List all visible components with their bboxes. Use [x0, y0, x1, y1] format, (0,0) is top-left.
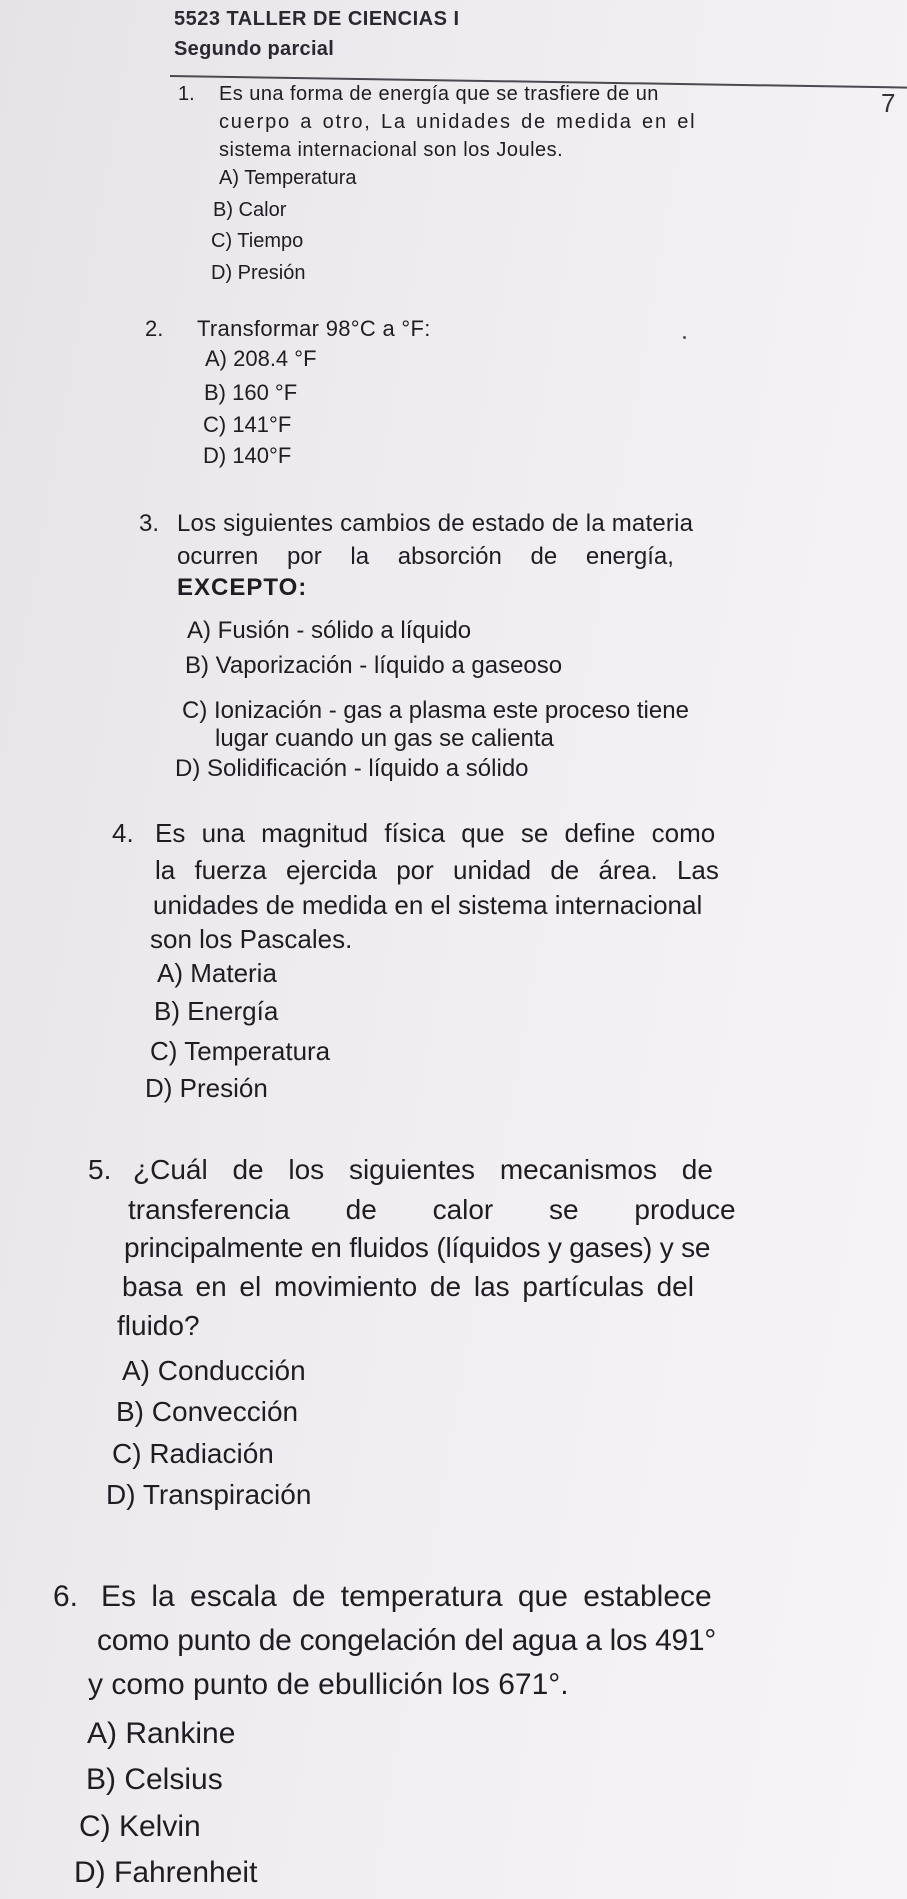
question-number: 6. — [53, 1580, 79, 1613]
question-stem-line: fluido? — [117, 1310, 200, 1341]
option-d: D) Solidificación - líquido a sólido — [175, 755, 529, 782]
option-a: A) Rankine — [87, 1717, 236, 1750]
option-d: D) Presión — [145, 1073, 268, 1103]
question-stem-line: ocurren por la absorción de energía, — [177, 543, 674, 570]
corner-mark: 7 — [881, 88, 896, 118]
question-stem-line: ¿Cuál de los siguientes mecanismos de — [133, 1154, 713, 1185]
option-d: D) 140°F — [203, 443, 292, 468]
question-stem-line: sistema internacional son los Joules. — [219, 139, 564, 161]
question-stem-line: basa en el movimiento de las partículas del — [122, 1271, 694, 1302]
question-number: 4. — [112, 818, 134, 848]
option-c: C) Temperatura — [150, 1036, 331, 1066]
option-b: B) Energía — [154, 996, 279, 1026]
option-c: C) Tiempo — [211, 230, 304, 252]
option-b: B) Convección — [116, 1396, 299, 1427]
option-a: A) 208.4 °F — [205, 346, 317, 371]
exam-title: 5523 TALLER DE CIENCIAS I — [174, 8, 460, 30]
option-d: D) Presión — [211, 262, 306, 284]
option-a: A) Temperatura — [219, 167, 357, 189]
question-number: 2. — [145, 316, 164, 341]
question-stem-line: EXCEPTO: — [177, 574, 308, 601]
option-c: C) Kelvin — [79, 1810, 201, 1843]
option-a: A) Fusión - sólido a líquido — [187, 617, 472, 644]
question-stem-line: Es una magnitud física que se define como — [155, 818, 716, 848]
question-stem-line: cuerpo a otro, La unidades de medida en el — [219, 111, 697, 133]
option-b: B) Vaporización - líquido a gaseoso — [185, 652, 563, 679]
question-stem-line: y como punto de ebullición los 671°. — [88, 1668, 569, 1701]
option-c-continuation: lugar cuando un gas se calienta — [215, 725, 554, 752]
question-number: 3. — [139, 510, 160, 537]
question-stem-line: Es la escala de temperatura que establece — [101, 1580, 712, 1613]
option-a: A) Conducción — [122, 1355, 306, 1386]
question-stem-line: unidades de medida en el sistema internacional — [153, 890, 703, 920]
option-d: D) Fahrenheit — [74, 1856, 258, 1889]
question-number: 5. — [88, 1154, 112, 1185]
option-b: B) Calor — [213, 199, 287, 221]
option-d: D) Transpiración — [106, 1479, 312, 1510]
question-stem-line: transferencia de calor se produce — [128, 1194, 736, 1225]
question-number: 1. — [178, 83, 195, 105]
question-stem-line: Los siguientes cambios de estado de la materia — [177, 510, 694, 537]
option-c: C) 141°F — [203, 412, 292, 437]
exam-subtitle: Segundo parcial — [174, 38, 335, 60]
question-stem-line: como punto de congelación del agua a los 491° — [97, 1624, 716, 1657]
ink-dot — [683, 336, 686, 339]
option-c: C) Radiación — [112, 1438, 274, 1469]
option-b: B) 160 °F — [204, 380, 298, 405]
option-a: A) Materia — [157, 958, 277, 988]
question-stem-line: son los Pascales. — [150, 924, 353, 954]
option-b: B) Celsius — [86, 1763, 223, 1796]
option-c: C) Ionización - gas a plasma este proceso tiene — [182, 697, 689, 724]
question-stem-line: Es una forma de energía que se trasfiere de un — [219, 83, 659, 105]
question-stem-line: principalmente en fluidos (líquidos y gases) y se — [124, 1232, 711, 1263]
question-stem-line: la fuerza ejercida por unidad de área. Las — [155, 855, 719, 885]
question-stem-line: Transformar 98°C a °F: — [197, 316, 431, 341]
